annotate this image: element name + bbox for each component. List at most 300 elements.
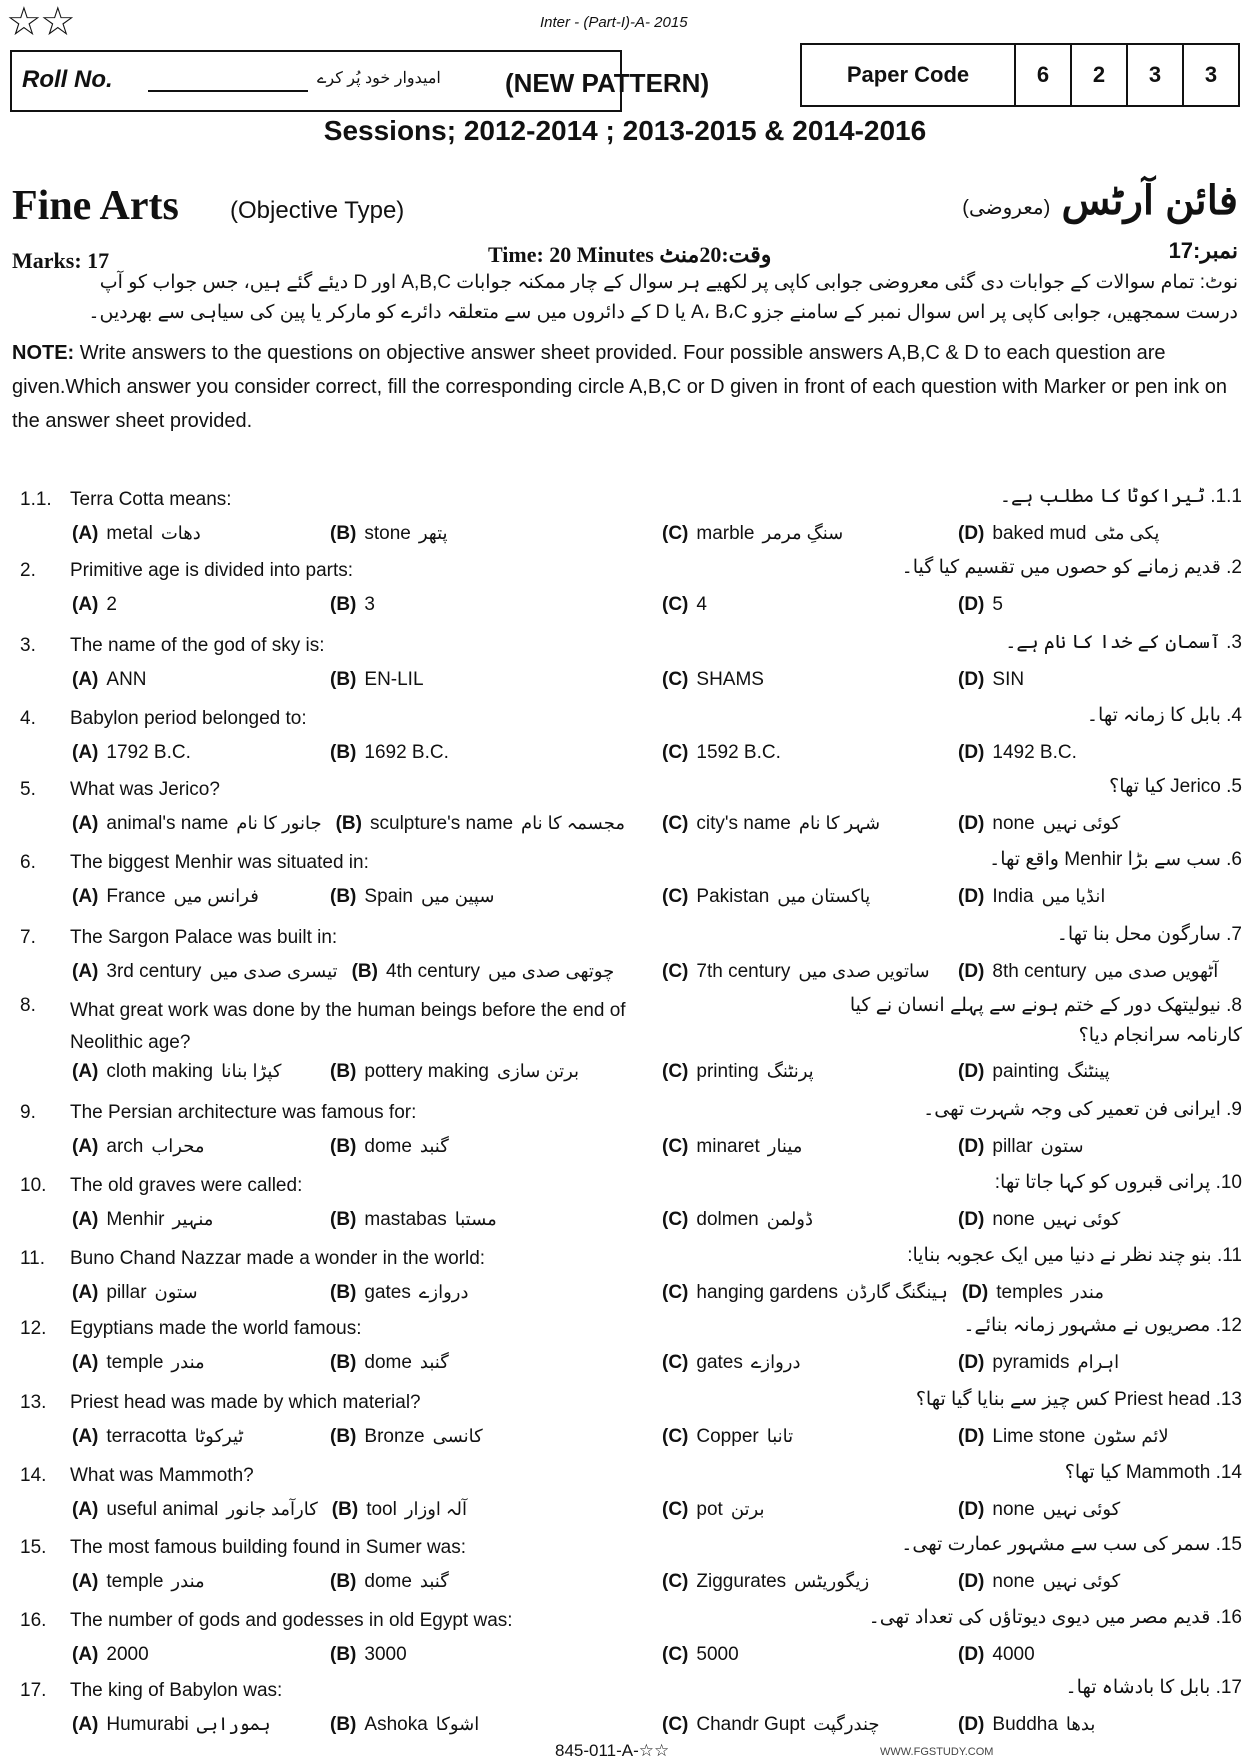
option-b[interactable] <box>352 961 615 983</box>
option-d[interactable] <box>958 1136 1084 1158</box>
option-d[interactable] <box>958 594 1003 616</box>
paper-code-digit: 3 <box>1128 45 1184 105</box>
option-letter: (B) <box>330 1571 357 1592</box>
option-letter: (A) <box>72 1571 99 1592</box>
question-text: The biggest Menhir was situated in: <box>70 852 369 873</box>
option-c[interactable] <box>662 886 870 908</box>
option-letter: (C) <box>662 1282 689 1303</box>
option-a[interactable] <box>72 1426 243 1448</box>
option-text: mastabas <box>364 1209 447 1230</box>
option-c[interactable] <box>662 961 930 983</box>
option-text-urdu: چوتھی صدی میں <box>487 961 615 981</box>
option-text: none <box>992 1571 1035 1592</box>
option-text-urdu: کوئی نہیں <box>1042 1571 1121 1591</box>
option-a[interactable] <box>72 742 191 764</box>
question-number: 9. <box>20 1102 36 1123</box>
option-letter: (C) <box>662 669 689 690</box>
option-letter: (C) <box>662 886 689 907</box>
question-text-urdu: 8. نیولیتھک دور کے ختم ہونے سے پہلے انسان نے کیا کارنامہ سرانجام دیا؟ <box>849 995 1242 1046</box>
option-text-urdu: کوئی نہیں <box>1042 1209 1121 1229</box>
option-a[interactable] <box>72 594 117 616</box>
option-text-urdu: پینٹنگ <box>1066 1061 1110 1081</box>
question-text-urdu: 17. بابل کا بادشاہ تھا۔ <box>1065 1677 1242 1698</box>
option-d[interactable] <box>958 1499 1120 1521</box>
question-number: 13. <box>20 1392 47 1413</box>
option-letter: (A) <box>72 813 99 834</box>
option-letter: (D) <box>958 1136 985 1157</box>
option-text: Menhir <box>106 1209 165 1230</box>
question-text-urdu: 5. Jerico کیا تھا؟ <box>1109 776 1242 797</box>
option-text: SHAMS <box>696 669 764 690</box>
option-text: Chandr Gupt <box>696 1714 806 1735</box>
option-letter: (A) <box>72 742 99 763</box>
question-text-urdu: 14. Mammoth کیا تھا؟ <box>1064 1462 1242 1483</box>
option-text-urdu: مندر <box>171 1571 205 1591</box>
question-number: 14. <box>20 1465 47 1486</box>
option-d[interactable] <box>958 1571 1120 1593</box>
option-c[interactable] <box>662 1644 739 1666</box>
option-text: SIN <box>992 669 1025 690</box>
option-text: printing <box>696 1061 759 1082</box>
option-d[interactable] <box>958 669 1024 691</box>
option-text-urdu: پرنٹنگ <box>766 1061 814 1081</box>
option-a[interactable] <box>72 1499 318 1521</box>
question-item <box>0 1534 1250 1607</box>
option-text: useful animal <box>106 1499 219 1520</box>
question-item <box>0 486 1250 559</box>
question-item <box>0 924 1250 997</box>
option-text-urdu: پاکستان میں <box>777 886 871 906</box>
option-text-urdu: آلہ اوزار <box>404 1499 467 1519</box>
option-a[interactable] <box>72 1136 205 1158</box>
question-text: What was Mammoth? <box>70 1465 254 1486</box>
option-text-urdu: ٹیرکوٹا <box>194 1426 244 1446</box>
subject-title-urdu <box>962 178 1238 224</box>
question-text: Babylon period belonged to: <box>70 708 307 729</box>
option-text-urdu: محراب <box>151 1136 205 1156</box>
question-text: The old graves were called: <box>70 1175 303 1196</box>
question-text: Primitive age is divided into parts: <box>70 560 354 581</box>
note-label: NOTE: <box>12 342 75 364</box>
option-c[interactable] <box>662 1282 948 1304</box>
option-text-urdu: اہرام <box>1077 1352 1120 1372</box>
option-text: Copper <box>696 1426 759 1447</box>
option-d[interactable] <box>958 523 1159 545</box>
option-text: marble <box>696 523 755 544</box>
paper-code-digit: 2 <box>1072 45 1128 105</box>
option-text-urdu: کارآمد جانور <box>226 1499 318 1519</box>
option-text: 4 <box>696 594 707 615</box>
option-letter: (A) <box>72 1644 99 1665</box>
option-c[interactable] <box>662 1136 802 1158</box>
option-d[interactable] <box>958 1714 1095 1736</box>
option-text-urdu: مندر <box>1070 1282 1104 1302</box>
option-c[interactable] <box>662 594 707 616</box>
option-letter: (D) <box>958 1714 985 1735</box>
option-d[interactable] <box>958 886 1105 908</box>
option-d[interactable] <box>958 813 1120 835</box>
question-text-urdu: 16. قدیم مصر میں دیوی دیوتاؤں کی تعداد تھی۔ <box>868 1607 1242 1628</box>
question-item <box>0 1389 1250 1462</box>
option-letter: (B) <box>330 886 357 907</box>
option-text: painting <box>992 1061 1059 1082</box>
question-number: 10. <box>20 1175 47 1196</box>
option-text: 1492 B.C. <box>992 742 1077 763</box>
option-text-urdu: تانبا <box>766 1426 794 1446</box>
option-text: none <box>992 1499 1035 1520</box>
question-number: 4. <box>20 708 36 729</box>
option-text-urdu: گنبد <box>419 1571 449 1591</box>
option-text-urdu: انڈیا میں <box>1041 886 1106 906</box>
option-letter: (C) <box>662 1061 689 1082</box>
option-letter: (C) <box>662 1644 689 1665</box>
question-item <box>0 995 1250 1082</box>
option-text: 3000 <box>364 1644 407 1665</box>
option-text: 8th century <box>992 961 1087 982</box>
option-b[interactable] <box>330 1426 483 1448</box>
option-b[interactable] <box>336 813 625 835</box>
option-letter: (D) <box>958 1352 985 1373</box>
exam-line: Inter - (Part-I)-A- 2015 <box>540 14 688 31</box>
option-c[interactable] <box>662 1209 813 1231</box>
subject-type: (Objective Type) <box>230 197 405 224</box>
option-letter: (D) <box>958 1644 985 1665</box>
option-d[interactable] <box>958 961 1218 983</box>
option-b[interactable] <box>330 669 424 691</box>
option-letter: (A) <box>72 1136 99 1157</box>
question-item <box>0 705 1250 778</box>
stars-mark: ☆☆ <box>6 0 74 44</box>
option-text: pillar <box>106 1282 147 1303</box>
option-text: minaret <box>696 1136 760 1157</box>
question-number: 5. <box>20 779 36 800</box>
option-letter: (D) <box>958 742 985 763</box>
option-text: 4th century <box>385 961 480 982</box>
option-letter: (D) <box>958 1571 985 1592</box>
option-letter: (B) <box>330 1352 357 1373</box>
option-letter: (C) <box>662 1209 689 1230</box>
option-letter: (C) <box>662 1571 689 1592</box>
option-text: 2000 <box>106 1644 149 1665</box>
option-text: animal's name <box>106 813 229 834</box>
option-letter: (D) <box>958 669 985 690</box>
option-text-urdu: دروازے <box>418 1282 469 1302</box>
option-letter: (A) <box>72 523 99 544</box>
question-text: What was Jerico? <box>70 779 220 800</box>
option-text: city's name <box>696 813 791 834</box>
option-text: hanging gardens <box>696 1282 838 1303</box>
option-text-urdu: دروازے <box>750 1352 801 1372</box>
question-text: Egyptians made the world famous: <box>70 1318 362 1339</box>
sessions: Sessions; 2012-2014 ; 2013-2015 & 2014-2016 <box>323 115 927 146</box>
option-d[interactable] <box>958 1426 1169 1448</box>
option-c[interactable] <box>662 1499 764 1521</box>
option-letter: (C) <box>662 961 689 982</box>
option-a[interactable] <box>72 669 147 691</box>
option-c[interactable] <box>662 1352 801 1374</box>
option-letter: (A) <box>72 669 99 690</box>
option-letter: (A) <box>72 1499 99 1520</box>
option-text: baked mud <box>992 523 1087 544</box>
option-text-urdu: کوئی نہیں <box>1042 813 1121 833</box>
option-d[interactable] <box>958 1352 1119 1374</box>
option-letter: (D) <box>958 1426 985 1447</box>
urdu-note: نوٹ: تمام سوالات کے جوابات دی گئی معروضی جوابی کاپی پر لکھیے ہر سوال کے چار ممکنہ جوابات A,B,C اور D دیئے گئے ہیں، جس جواب کو آپ درست سمجھیں، جوابی کاپی پر اس سوال نمبر کے سامنے جزو A، B،C یا D کے دائروں میں سے متعلقہ دائرے کو مارکر یا پین کی سیاہی سے بھردیں۔ <box>88 272 1238 323</box>
question-item <box>0 849 1250 922</box>
question-text-urdu: 7. سارگون محل بنا تھا۔ <box>1056 924 1242 945</box>
option-text-urdu: آٹھویں صدی میں <box>1094 961 1219 981</box>
subject-type-urdu: (معروضی) <box>962 197 1051 219</box>
option-letter: (A) <box>72 1282 99 1303</box>
option-letter: (D) <box>961 1282 989 1303</box>
option-text: 4000 <box>992 1644 1035 1665</box>
option-text: pyramids <box>992 1352 1070 1373</box>
option-text-urdu: دھات <box>160 523 201 543</box>
option-b[interactable] <box>330 1209 497 1231</box>
option-a[interactable] <box>72 1714 271 1736</box>
option-a[interactable] <box>72 1061 281 1083</box>
option-letter: (B) <box>330 669 357 690</box>
option-letter: (C) <box>662 813 689 834</box>
question-item <box>0 1462 1250 1535</box>
question-number: 15. <box>20 1537 47 1558</box>
option-text: pot <box>696 1499 723 1520</box>
paper-code-digit: 3 <box>1204 62 1218 87</box>
option-b[interactable] <box>330 594 375 616</box>
option-text-urdu: ساتویں صدی میں <box>798 961 930 981</box>
option-b[interactable] <box>330 1136 449 1158</box>
option-letter: (C) <box>662 1136 689 1157</box>
option-b[interactable] <box>330 742 449 764</box>
option-b[interactable] <box>330 1352 449 1374</box>
option-text-urdu: کپڑا بنانا <box>221 1061 282 1081</box>
question-text: The number of gods and godesses in old Egypt was: <box>70 1610 513 1631</box>
option-text: Lime stone <box>992 1426 1086 1447</box>
option-letter: (D) <box>958 961 985 982</box>
option-text: pottery making <box>364 1061 490 1082</box>
question-item <box>0 1172 1250 1245</box>
option-text-urdu: ڈولمن <box>766 1209 814 1229</box>
option-letter: (A) <box>72 1061 99 1082</box>
option-text: temple <box>106 1352 164 1373</box>
question-item <box>0 1099 1250 1172</box>
option-text: 2 <box>106 594 117 615</box>
option-text: none <box>992 813 1035 834</box>
question-number: 7. <box>20 927 36 948</box>
option-c[interactable] <box>662 1571 869 1593</box>
question-text-urdu: 6. سب سے بڑا Menhir واقع تھا۔ <box>989 849 1242 870</box>
option-letter: (D) <box>958 886 985 907</box>
option-text-urdu: ستون <box>154 1282 198 1302</box>
option-text-urdu: مستبا <box>454 1209 497 1229</box>
option-text-urdu: اشوکا <box>435 1714 480 1734</box>
option-letter: (C) <box>662 523 689 544</box>
question-text: Terra Cotta means: <box>70 489 232 510</box>
option-letter: (D) <box>958 523 985 544</box>
option-text-urdu: برتن <box>730 1499 765 1519</box>
option-text: Ashoka <box>364 1714 428 1735</box>
option-letter: (B) <box>330 1136 357 1157</box>
footer-code: 845-011-A-☆☆ <box>555 1741 670 1760</box>
option-text: terracotta <box>106 1426 187 1447</box>
option-d[interactable] <box>962 1282 1104 1304</box>
option-c[interactable] <box>662 669 764 691</box>
time-allowed <box>488 242 771 268</box>
option-b[interactable] <box>330 523 448 545</box>
question-number: 2. <box>20 560 36 581</box>
option-letter: (D) <box>958 1209 985 1230</box>
option-letter: (A) <box>72 594 99 615</box>
option-d[interactable] <box>958 742 1077 764</box>
option-letter: (B) <box>330 1426 357 1447</box>
option-letter: (C) <box>662 1499 689 1520</box>
option-text: Pakistan <box>696 886 770 907</box>
option-c[interactable] <box>662 1714 880 1736</box>
paper-code-box <box>800 43 1240 107</box>
option-b[interactable] <box>330 1061 579 1083</box>
option-d[interactable] <box>958 1644 1035 1666</box>
option-a[interactable] <box>72 1282 198 1304</box>
option-text: gates <box>364 1282 411 1303</box>
option-letter: (C) <box>662 742 689 763</box>
option-text: cloth making <box>106 1061 214 1082</box>
option-text: Spain <box>364 886 413 907</box>
option-letter: (C) <box>662 1714 689 1735</box>
question-text: Buno Chand Nazzar made a wonder in the world: <box>70 1248 486 1269</box>
option-letter: (C) <box>662 1352 689 1373</box>
question-item <box>0 1245 1250 1318</box>
option-text-urdu: گنبد <box>419 1136 449 1156</box>
option-text: 5 <box>992 594 1003 615</box>
time-english: Time: 20 Minutes <box>488 242 654 267</box>
option-b[interactable] <box>332 1499 467 1521</box>
question-text-urdu: 13. Priest head کس چیز سے بنایا گیا تھا؟ <box>915 1389 1242 1410</box>
option-a[interactable] <box>72 813 322 835</box>
option-text-urdu: ہینگنگ گارڈن <box>845 1282 948 1302</box>
option-letter: (D) <box>958 1061 985 1082</box>
option-text-urdu: تیسری صدی میں <box>209 961 338 981</box>
option-letter: (A) <box>72 1352 99 1373</box>
option-text-urdu: چندرگپت <box>813 1714 880 1734</box>
question-text-urdu: 1.1. ٹیراکوٹا کا مطلب ہے۔ <box>999 486 1242 507</box>
question-number: 1.1. <box>20 489 52 510</box>
option-text: metal <box>106 523 153 544</box>
option-c[interactable] <box>662 742 781 764</box>
option-a[interactable] <box>72 961 338 983</box>
question-text-urdu: 2. قدیم زمانے کو حصوں میں تقسیم کیا گیا۔ <box>901 557 1242 578</box>
option-c[interactable] <box>662 1061 814 1083</box>
time-urdu: وقت:20منٹ <box>659 242 772 267</box>
question-item <box>0 557 1250 630</box>
option-text: temple <box>106 1571 164 1592</box>
question-number: 6. <box>20 852 36 873</box>
option-text: India <box>992 886 1034 907</box>
option-a[interactable] <box>72 1571 205 1593</box>
question-number: 8. <box>20 995 36 1016</box>
option-letter: (B) <box>351 961 378 982</box>
marks: Marks: 17 <box>12 248 110 273</box>
option-text: pillar <box>992 1136 1033 1157</box>
option-text-urdu: فرانس میں <box>173 886 259 906</box>
option-d[interactable] <box>958 1209 1120 1231</box>
question-item <box>0 776 1250 849</box>
option-b[interactable] <box>330 1644 407 1666</box>
question-text: The Sargon Palace was built in: <box>70 927 338 948</box>
option-text: 1692 B.C. <box>364 742 449 763</box>
option-text-urdu: بدھا <box>1065 1714 1096 1734</box>
option-text-urdu: کوئی نہیں <box>1042 1499 1121 1519</box>
question-text-urdu: 10. پرانی قبروں کو کہا جاتا تھا: <box>994 1172 1242 1193</box>
option-text: temples <box>996 1282 1063 1303</box>
question-number: 16. <box>20 1610 47 1631</box>
question-text-urdu: 4. بابل کا زمانہ تھا۔ <box>1086 705 1242 726</box>
option-letter: (B) <box>330 742 357 763</box>
question-text: The king of Babylon was: <box>70 1680 283 1701</box>
option-text: dolmen <box>696 1209 759 1230</box>
option-c[interactable] <box>662 813 880 835</box>
pattern-label: (NEW PATTERN) <box>505 68 710 98</box>
roll-number-field[interactable] <box>148 90 308 92</box>
option-text: Bronze <box>364 1426 425 1447</box>
option-letter: (A) <box>72 1714 99 1735</box>
option-letter: (B) <box>335 813 362 834</box>
question-number: 3. <box>20 635 36 656</box>
question-text-urdu: 11. بنو چند نظر نے دنیا میں ایک عجوبہ بنایا: <box>907 1245 1242 1266</box>
option-b[interactable] <box>330 1571 449 1593</box>
option-text-urdu: مجسمہ کا نام <box>521 813 625 833</box>
question-item <box>0 632 1250 705</box>
option-text: sculpture's name <box>370 813 514 834</box>
option-a[interactable] <box>72 1209 213 1231</box>
option-text-urdu: گنبد <box>419 1352 449 1372</box>
option-text: ANN <box>106 669 147 690</box>
question-text: The Persian architecture was famous for: <box>70 1102 417 1123</box>
option-text-urdu: منہیر <box>172 1209 214 1229</box>
question-item <box>0 1607 1250 1680</box>
option-text: 1592 B.C. <box>696 742 781 763</box>
option-b[interactable] <box>330 1282 469 1304</box>
option-a[interactable] <box>72 1644 149 1666</box>
option-letter: (B) <box>330 1061 357 1082</box>
option-letter: (B) <box>330 523 357 544</box>
option-text: gates <box>696 1352 743 1373</box>
option-text-urdu: مینار <box>767 1136 803 1156</box>
option-text-urdu: ستون <box>1040 1136 1084 1156</box>
option-text: 3 <box>364 594 375 615</box>
question-text-urdu: 12. مصریوں نے مشہور زمانہ بنائے۔ <box>963 1315 1242 1336</box>
note-text: Write answers to the questions on objective answer sheet provided. Four possible answers A,B,C & D to each question are given.Which answer you consider correct, fill the corresponding circle A,B,C or D given in front of each question with Marker or pen ink on the answer sheet provided. <box>12 342 1228 432</box>
option-letter: (B) <box>330 1714 357 1735</box>
question-text: Priest head was made by which material? <box>70 1392 421 1413</box>
option-a[interactable] <box>72 886 259 908</box>
option-c[interactable] <box>662 1426 793 1448</box>
option-text: 5000 <box>696 1644 739 1665</box>
option-b[interactable] <box>330 886 494 908</box>
option-d[interactable] <box>958 1061 1110 1083</box>
option-b[interactable] <box>330 1714 479 1736</box>
option-a[interactable] <box>72 523 201 545</box>
question-number: 17. <box>20 1680 47 1701</box>
question-number: 11. <box>20 1248 46 1269</box>
option-a[interactable] <box>72 1352 205 1374</box>
option-text-urdu: شہر کا نام <box>798 813 881 833</box>
option-text-urdu: سنگِ مرمر <box>762 523 844 543</box>
subject-urdu: فائن آرٹس <box>1061 179 1238 223</box>
option-letter: (B) <box>330 1209 357 1230</box>
option-text: Buddha <box>992 1714 1058 1735</box>
question-text-urdu: 9. ایرانی فن تعمیر کی وجہ شہرت تھی۔ <box>923 1099 1242 1120</box>
option-c[interactable] <box>662 523 843 545</box>
